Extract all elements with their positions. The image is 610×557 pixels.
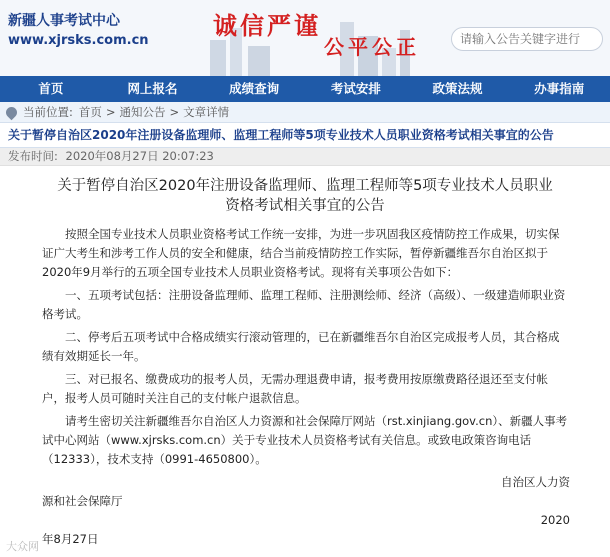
- signature-date: 年8月27日: [42, 532, 99, 546]
- breadcrumb-label: 当前位置:: [23, 105, 73, 119]
- site-title[interactable]: 新疆人事考试中心: [8, 13, 120, 29]
- article-signature: [0, 473, 610, 549]
- breadcrumb-separator: >: [105, 105, 116, 119]
- nav-guide[interactable]: 办事指南: [534, 81, 585, 96]
- site-url[interactable]: www.xjrsks.com.cn: [8, 33, 149, 48]
- article-paragraph: 三、对已报名、缴费成功的报考人员，无需办理退费申请，报考费用按原缴费路径退还至支付帐户，报考人员可随时关注自己的支付帐户退款信息。: [42, 372, 548, 405]
- search-input[interactable]: [451, 27, 603, 51]
- breadcrumb-home[interactable]: 首页: [78, 105, 102, 119]
- publish-time: 2020年08月27日 20:07:23: [65, 149, 214, 163]
- notice-heading: 关于暂停自治区2020年注册设备监理师、监理工程师等5项专业技术人员职业资格考试相关事宜的公告: [0, 123, 610, 148]
- slogan-integrity: 诚信严谨: [213, 11, 321, 40]
- article-title: [40, 176, 570, 216]
- article-paragraph: 请考生密切关注新疆维吾尔自治区人力资源和社会保障厅网站（rst.xinjiang.gov.cn）、新疆人事考试中心网站（www.xjrsks.com.cn）关于专业技术人员资格考试有关信息。或致电政策咨询电话（12333），技术支持（0991-4650800）。: [42, 414, 568, 466]
- main-nav: [0, 76, 610, 102]
- article-paragraph: 二、停考后五项考试中合格成绩实行滚动管理的，已在新疆维吾尔自治区完成报考人员，其合格成绩有效期延长一年。: [42, 330, 560, 363]
- article-title-line: 资格考试相关事宜的公告: [225, 198, 385, 214]
- watermark: 大众网: [6, 540, 39, 553]
- publish-info: [0, 148, 610, 166]
- signature-date-year: 2020: [540, 513, 570, 527]
- nav-score-query[interactable]: 成绩查询: [229, 81, 280, 96]
- breadcrumb-notices[interactable]: 通知公告: [119, 105, 166, 119]
- site-header: [0, 0, 610, 76]
- nav-online-registration[interactable]: 网上报名: [127, 81, 178, 96]
- signature-org-line: 自治区人力资: [501, 475, 570, 489]
- breadcrumb-separator: >: [169, 105, 180, 119]
- article-paragraph: 一、五项考试包括：注册设备监理师、监理工程师、注册测绘师、经济（高级）、一级建造师职业资格考试。: [42, 288, 566, 321]
- signature-org-line: 源和社会保障厅: [42, 494, 123, 508]
- article-paragraph: 按照全国专业技术人员职业资格考试工作统一安排，为进一步巩固我区疫情防控工作成果，切实保证广大考生和涉考工作人员的安全和健康，结合当前疫情防控工作实际，暂停新疆维吾尔自治区拟于2020年9月举行的五项全国专业技术人员职业资格考试。现将有关事项公告如下：: [42, 227, 560, 279]
- publish-label: 发布时间:: [8, 149, 58, 163]
- nav-exam-schedule[interactable]: 考试安排: [330, 81, 381, 96]
- slogan-fairness: 公平公正: [324, 35, 420, 59]
- location-pin-icon: [4, 104, 20, 120]
- article-body: [0, 225, 610, 469]
- breadcrumb-current: 文章详情: [183, 105, 230, 119]
- article-title-line: 关于暂停自治区2020年注册设备监理师、监理工程师等5项专业技术人员职业: [57, 178, 553, 194]
- nav-home[interactable]: 首页: [38, 81, 64, 96]
- breadcrumb: [0, 102, 610, 123]
- nav-policies[interactable]: 政策法规: [432, 81, 483, 96]
